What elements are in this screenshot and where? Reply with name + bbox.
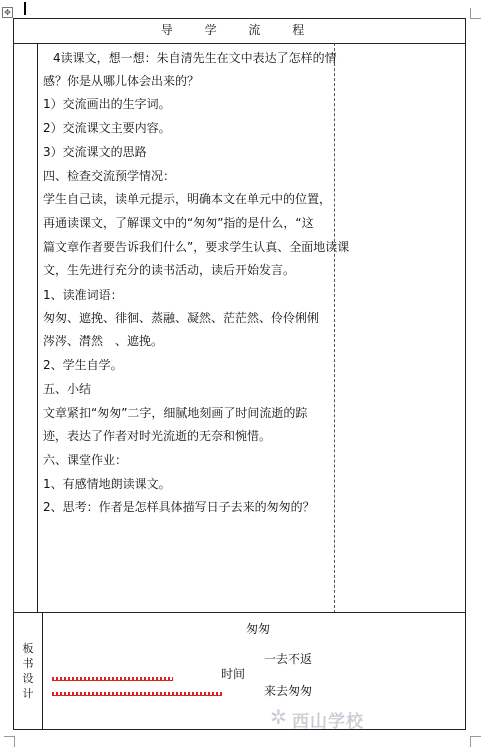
page-title: 导 学 流 程	[160, 23, 319, 37]
content-line: 迹，表达了作者对时光流逝的无奈和惋惜。	[43, 429, 272, 443]
content-line: 1、读准词语：	[43, 288, 123, 302]
board-lower: 来去匆匆	[264, 684, 313, 698]
board-label-divider	[42, 612, 43, 730]
title-row-divider	[13, 43, 466, 44]
content-line: 文，生先进行充分的读书活动，读后开始发言。	[43, 263, 296, 277]
board-title: 匆匆	[246, 622, 271, 636]
content-line: 五、小结	[43, 382, 92, 396]
board-row-divider	[13, 612, 466, 613]
content-line: 篇文章作者要告诉我们什么”，要求学生认真、全面地读课	[43, 240, 350, 254]
content-line: 再通读课文，了解课文中的“匆匆”指的是什么，“这	[43, 216, 314, 230]
watermark-text: 西山学校	[292, 712, 364, 732]
board-upper: 一去不返	[264, 652, 313, 666]
content-line: 四、检查交流预学情况：	[43, 169, 176, 183]
text-cursor	[24, 2, 26, 15]
content-line: 感？你是从哪儿体会出来的？	[43, 74, 200, 88]
board-label-char: 计	[22, 687, 34, 700]
board-label-char: 设	[22, 672, 34, 685]
crop-mark-top-right	[470, 8, 481, 19]
spellcheck-underline	[52, 677, 173, 681]
content-line: 文章紧扣“匆匆”二字，细腻地刻画了时间流逝的踪	[43, 406, 308, 420]
content-dashed-divider	[334, 43, 335, 613]
content-line: 匆匆、遮挽、徘徊、蒸融、凝然、茫茫然、伶伶俐俐	[43, 311, 320, 325]
content-line: 2、学生自学。	[43, 358, 123, 372]
board-label-char: 书	[22, 657, 34, 670]
content-line: 1）交流画出的生字词。	[43, 97, 171, 111]
content-line: 3）交流课文的思路	[43, 145, 147, 159]
crop-mark-bottom-left	[4, 736, 15, 747]
content-left-border	[37, 43, 38, 613]
school-logo-icon: ✲	[270, 705, 287, 729]
content-line: 涔涔、潸然 、遮挽。	[43, 334, 164, 348]
content-line: 2、思考：作者是怎样具体描写日子去来的匆匆的？	[43, 500, 315, 514]
content-line: 4读课文，想一想：朱自清先生在文中表达了怎样的情	[53, 51, 337, 65]
content-line: 2）交流课文主要内容。	[43, 121, 171, 135]
content-line: 1、有感情地朗读课文。	[43, 477, 171, 491]
crop-mark-bottom-right	[470, 736, 481, 747]
spellcheck-underline	[52, 692, 222, 696]
board-center: 时间	[221, 667, 246, 681]
board-label-char: 板	[22, 642, 34, 655]
content-line: 学生自己读，读单元提示，明确本文在单元中的位置，	[43, 192, 332, 206]
anchor-icon: ✥	[2, 7, 13, 18]
content-line: 六、课堂作业：	[43, 453, 128, 467]
